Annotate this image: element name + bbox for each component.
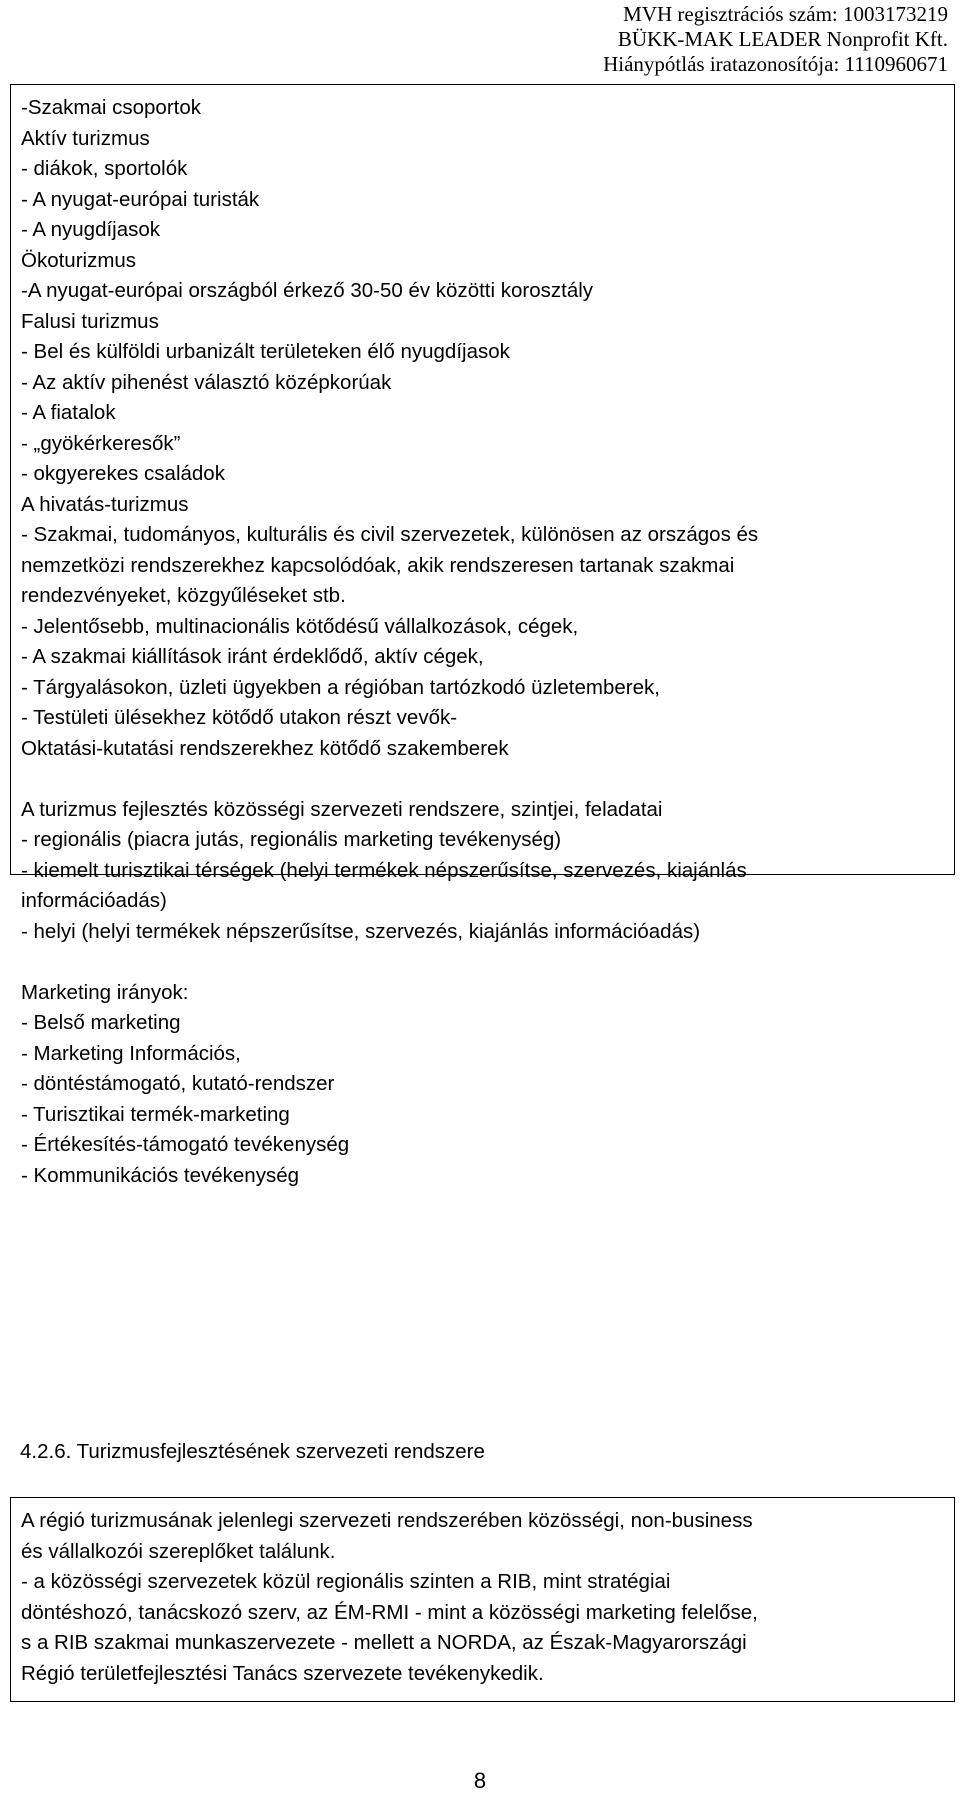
box1-text-line: - Turisztikai termék-marketing [21,1102,290,1126]
box1-text-line: - Marketing Információs, [21,1041,241,1065]
box1-text-line: - Bel és külföldi urbanizált területeken élő nyugdíjasok [21,340,510,363]
box1-text-line: - A fiatalok [21,401,116,424]
section-heading: 4.2.6. Turizmusfejlesztésének szervezeti rendszere [20,1440,485,1463]
box2-text-line: - a közösségi szervezetek közül regionális szinten a RIB, mint stratégiai [21,1570,671,1593]
box1-text-line: Falusi turizmus [21,309,159,333]
box1-text-line: - A nyugat-európai turisták [21,187,260,211]
box1-text-line: A turizmus fejlesztés közösségi szervezeti rendszere, szintjei, feladatai [21,797,663,821]
box1-blank-line [21,764,944,795]
box1-text-line: nemzetközi rendszerekhez kapcsolódóak, akik rendszeresen tartanak szakmai [21,553,735,577]
box1-text-line: - Belső marketing [21,1011,181,1034]
box1-text-line: - diákok, sportolók [21,157,188,180]
box1-text-line: -Szakmai csoportok [21,96,202,119]
box1-text-line: - helyi (helyi termékek népszerűsítse, szervezés, kiajánlás információadás) [21,919,701,943]
box1-text-line: - Tárgyalásokon, üzleti ügyekben a régióban tartózkodó üzletemberek, [21,675,660,699]
box1-text-line: Ökoturizmus [21,248,137,272]
box1-text-line: - A szakmai kiállítások iránt érdeklődő, aktív cégek, [21,645,484,668]
box1-text-line: információadás) [21,889,167,912]
box2-text-line: A régió turizmusának jelenlegi szervezeti rendszerében közösségi, non-business [21,1509,753,1532]
page-number: 8 [473,1768,487,1793]
box1-text-line: - Szakmai, tudományos, kulturális és civil szervezetek, különösen az országos és [21,523,759,546]
box1-text-line: - Kommunikációs tevékenység [21,1163,300,1187]
box1-text-line: -A nyugat-európai országból érkező 30-50 év közötti korosztály [21,279,594,302]
box1-text-line: - A nyugdíjasok [21,218,161,241]
box1-text-line: - Testületi ülésekhez kötődő utakon részt vevők- [21,706,458,729]
box1-text-line: A hivatás-turizmus [21,492,189,516]
box1-text-line: - Jelentősebb, multinacionális kötődésű vállalkozások, cégek, [21,614,579,638]
box1-text-line: - okgyerekes családok [21,462,225,485]
box1-blank-line [21,947,944,978]
box1-text-line: - Értékesítés-támogató tevékenység [21,1133,350,1156]
box1-text-line: Aktív turizmus [21,126,150,150]
header-document-id: Hiánypótlás iratazonosítója: 1110960671 [603,52,948,76]
box1-text-line: Oktatási-kutatási rendszerekhez kötődő szakemberek [21,736,509,760]
box2-text-line: s a RIB szakmai munkaszervezete - mellett a NORDA, az Észak-Magyarországi [21,1631,747,1654]
box2-text-line: döntéshozó, tanácskozó szerv, az ÉM-RMI - mint a közösségi marketing felelőse, [21,1600,758,1624]
box1-text-line: rendezvényeket, közgyűléseket stb. [21,584,346,607]
box1-text-line: - döntéstámogató, kutató-rendszer [21,1072,335,1095]
header-registration-number: MVH regisztrációs szám: 1003173219 [623,2,948,26]
box1-text-line: - „gyökérkeresők” [21,431,181,455]
registration-header [603,2,948,77]
box2-text-line: Régió területfejlesztési Tanács szervezete tevékenykedik. [21,1661,544,1685]
box1-text-line: Marketing irányok: [21,980,189,1004]
box1-text-line: - Az aktív pihenést választó középkorúak [21,370,392,394]
organizational-system-box [10,1497,955,1702]
header-organization: BÜKK-MAK LEADER Nonprofit Kft. [617,27,948,51]
box2-text-line: és vállalkozói szereplőket találunk. [21,1539,336,1563]
box1-text-line: - kiemelt turisztikai térségek (helyi termékek népszerűsítse, szervezés, kiajánlás [21,858,747,882]
target-groups-box [10,84,955,1187]
box1-text-line: - regionális (piacra jutás, regionális marketing tevékenység) [21,828,562,851]
